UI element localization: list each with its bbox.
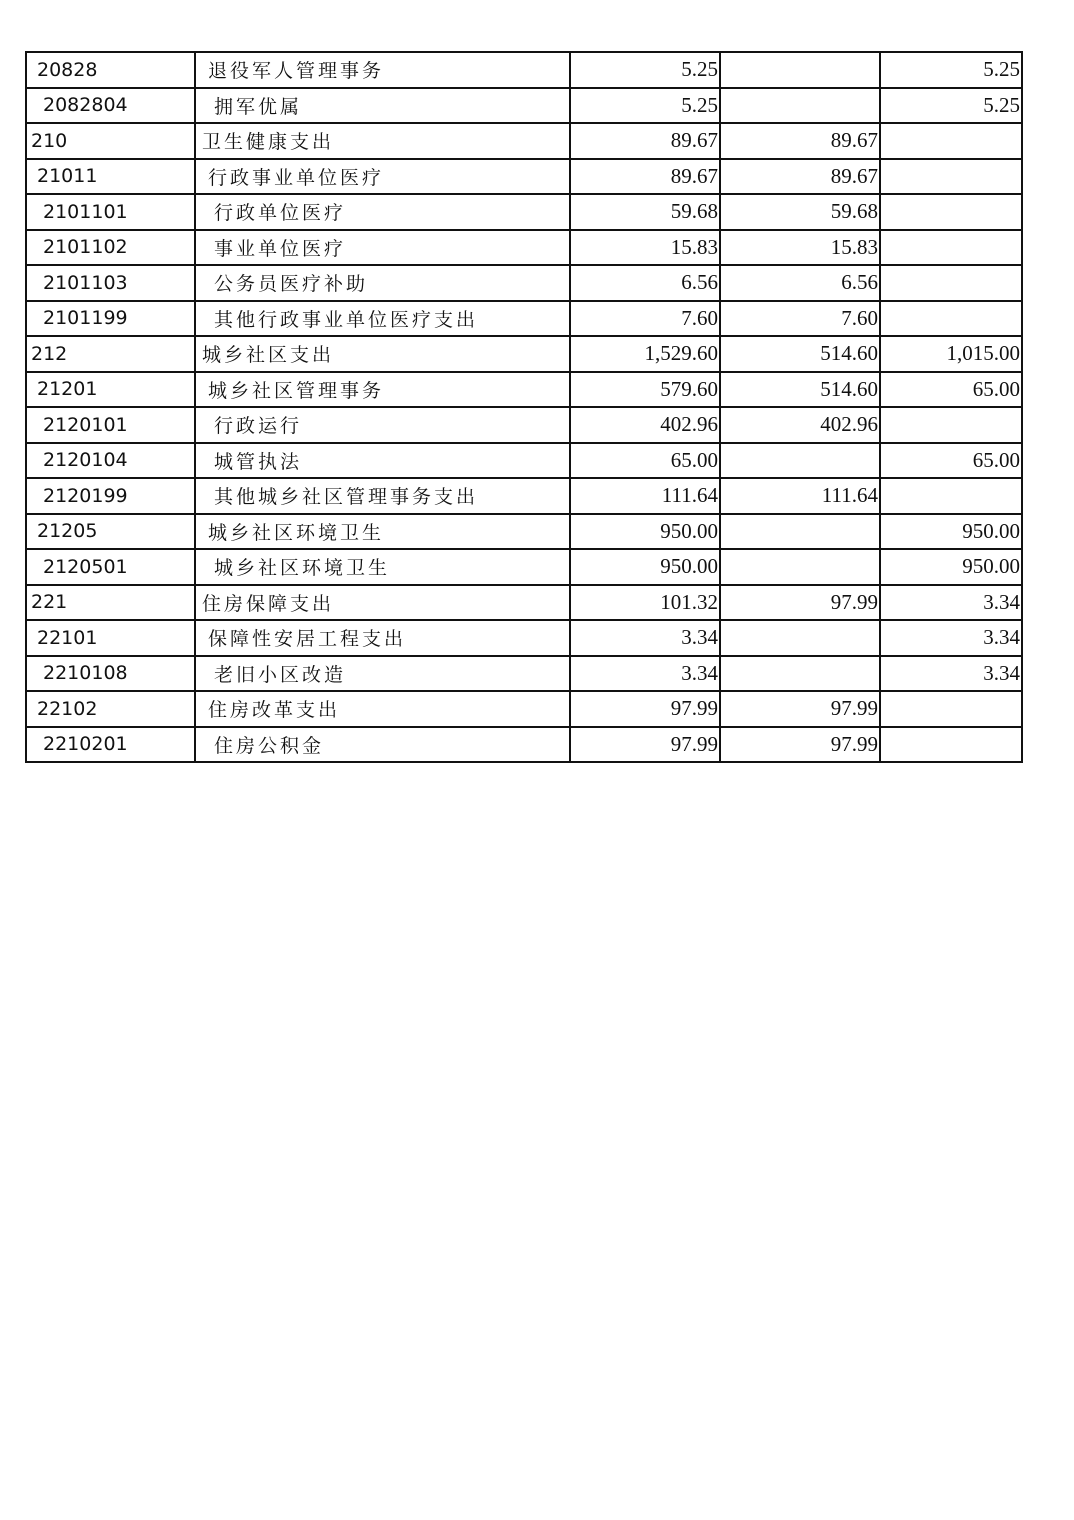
- subject-code-cell: 2210108: [26, 656, 195, 692]
- project-expenditure-cell: 3.34: [880, 585, 1022, 621]
- subject-name-cell: 城乡社区支出: [195, 336, 570, 372]
- basic-expenditure-cell: 402.96: [720, 407, 880, 443]
- total-amount-cell: 3.34: [570, 656, 720, 692]
- project-expenditure-cell: [880, 301, 1022, 337]
- project-expenditure-cell: [880, 159, 1022, 195]
- basic-expenditure-cell: 514.60: [720, 336, 880, 372]
- table-row: [26, 478, 1022, 514]
- subject-name-cell: 城管执法: [195, 443, 570, 479]
- subject-code-cell: 2120104: [26, 443, 195, 479]
- project-expenditure-cell: [880, 230, 1022, 266]
- basic-expenditure-cell: 15.83: [720, 230, 880, 266]
- table-row: [26, 159, 1022, 195]
- basic-expenditure-cell: [720, 620, 880, 656]
- subject-code-cell: 21011: [26, 159, 195, 195]
- project-expenditure-cell: 1,015.00: [880, 336, 1022, 372]
- basic-expenditure-cell: 7.60: [720, 301, 880, 337]
- subject-name-cell: 卫生健康支出: [195, 123, 570, 159]
- basic-expenditure-cell: [720, 443, 880, 479]
- total-amount-cell: 101.32: [570, 585, 720, 621]
- table-row: [26, 123, 1022, 159]
- subject-name-cell: 其他城乡社区管理事务支出: [195, 478, 570, 514]
- basic-expenditure-cell: 6.56: [720, 265, 880, 301]
- project-expenditure-cell: 5.25: [880, 52, 1022, 88]
- subject-name-cell: 行政运行: [195, 407, 570, 443]
- total-amount-cell: 97.99: [570, 727, 720, 763]
- subject-code-cell: 2120199: [26, 478, 195, 514]
- subject-code-cell: 22102: [26, 691, 195, 727]
- total-amount-cell: 15.83: [570, 230, 720, 266]
- subject-name-cell: 城乡社区管理事务: [195, 372, 570, 408]
- project-expenditure-cell: [880, 478, 1022, 514]
- table-row: [26, 372, 1022, 408]
- subject-code-cell: 212: [26, 336, 195, 372]
- project-expenditure-cell: [880, 123, 1022, 159]
- total-amount-cell: 579.60: [570, 372, 720, 408]
- project-expenditure-cell: 950.00: [880, 549, 1022, 585]
- project-expenditure-cell: 3.34: [880, 656, 1022, 692]
- project-expenditure-cell: [880, 194, 1022, 230]
- subject-name-cell: 保障性安居工程支出: [195, 620, 570, 656]
- subject-code-cell: 221: [26, 585, 195, 621]
- total-amount-cell: 1,529.60: [570, 336, 720, 372]
- subject-code-cell: 21205: [26, 514, 195, 550]
- project-expenditure-cell: 5.25: [880, 88, 1022, 124]
- table-row: [26, 656, 1022, 692]
- table-row: [26, 691, 1022, 727]
- table-body: [26, 52, 1022, 762]
- total-amount-cell: 97.99: [570, 691, 720, 727]
- total-amount-cell: 5.25: [570, 52, 720, 88]
- subject-name-cell: 城乡社区环境卫生: [195, 514, 570, 550]
- total-amount-cell: 7.60: [570, 301, 720, 337]
- subject-code-cell: 21201: [26, 372, 195, 408]
- total-amount-cell: 950.00: [570, 514, 720, 550]
- subject-name-cell: 拥军优属: [195, 88, 570, 124]
- project-expenditure-cell: 65.00: [880, 372, 1022, 408]
- project-expenditure-cell: [880, 727, 1022, 763]
- subject-name-cell: 住房改革支出: [195, 691, 570, 727]
- table-row: [26, 585, 1022, 621]
- total-amount-cell: 111.64: [570, 478, 720, 514]
- total-amount-cell: 65.00: [570, 443, 720, 479]
- project-expenditure-cell: 950.00: [880, 514, 1022, 550]
- subject-code-cell: 2120501: [26, 549, 195, 585]
- table-row: [26, 514, 1022, 550]
- total-amount-cell: 6.56: [570, 265, 720, 301]
- basic-expenditure-cell: 89.67: [720, 159, 880, 195]
- basic-expenditure-cell: 97.99: [720, 691, 880, 727]
- subject-name-cell: 行政事业单位医疗: [195, 159, 570, 195]
- table-row: [26, 301, 1022, 337]
- basic-expenditure-cell: 514.60: [720, 372, 880, 408]
- project-expenditure-cell: [880, 407, 1022, 443]
- basic-expenditure-cell: 59.68: [720, 194, 880, 230]
- subject-code-cell: 2082804: [26, 88, 195, 124]
- project-expenditure-cell: [880, 691, 1022, 727]
- subject-code-cell: 2210201: [26, 727, 195, 763]
- basic-expenditure-cell: [720, 514, 880, 550]
- subject-name-cell: 住房保障支出: [195, 585, 570, 621]
- table-row: [26, 265, 1022, 301]
- project-expenditure-cell: 65.00: [880, 443, 1022, 479]
- subject-code-cell: 210: [26, 123, 195, 159]
- subject-name-cell: 事业单位医疗: [195, 230, 570, 266]
- subject-name-cell: 住房公积金: [195, 727, 570, 763]
- total-amount-cell: 402.96: [570, 407, 720, 443]
- basic-expenditure-cell: [720, 656, 880, 692]
- subject-code-cell: 2101102: [26, 230, 195, 266]
- total-amount-cell: 950.00: [570, 549, 720, 585]
- subject-code-cell: 2101103: [26, 265, 195, 301]
- subject-name-cell: 城乡社区环境卫生: [195, 549, 570, 585]
- project-expenditure-cell: [880, 265, 1022, 301]
- subject-name-cell: 老旧小区改造: [195, 656, 570, 692]
- budget-expenditure-table: [25, 51, 1023, 763]
- subject-code-cell: 2101199: [26, 301, 195, 337]
- subject-code-cell: 20828: [26, 52, 195, 88]
- subject-name-cell: 其他行政事业单位医疗支出: [195, 301, 570, 337]
- table-row: [26, 620, 1022, 656]
- total-amount-cell: 5.25: [570, 88, 720, 124]
- total-amount-cell: 3.34: [570, 620, 720, 656]
- subject-name-cell: 公务员医疗补助: [195, 265, 570, 301]
- total-amount-cell: 89.67: [570, 123, 720, 159]
- table-row: [26, 194, 1022, 230]
- subject-code-cell: 2101101: [26, 194, 195, 230]
- basic-expenditure-cell: 97.99: [720, 727, 880, 763]
- basic-expenditure-cell: [720, 52, 880, 88]
- table-row: [26, 727, 1022, 763]
- subject-name-cell: 退役军人管理事务: [195, 52, 570, 88]
- basic-expenditure-cell: 89.67: [720, 123, 880, 159]
- total-amount-cell: 89.67: [570, 159, 720, 195]
- table-row: [26, 88, 1022, 124]
- table-row: [26, 549, 1022, 585]
- table-row: [26, 336, 1022, 372]
- basic-expenditure-cell: 97.99: [720, 585, 880, 621]
- table-row: [26, 443, 1022, 479]
- total-amount-cell: 59.68: [570, 194, 720, 230]
- subject-code-cell: 22101: [26, 620, 195, 656]
- basic-expenditure-cell: [720, 88, 880, 124]
- basic-expenditure-cell: 111.64: [720, 478, 880, 514]
- table-row: [26, 52, 1022, 88]
- project-expenditure-cell: 3.34: [880, 620, 1022, 656]
- table-row: [26, 230, 1022, 266]
- basic-expenditure-cell: [720, 549, 880, 585]
- table-row: [26, 407, 1022, 443]
- subject-name-cell: 行政单位医疗: [195, 194, 570, 230]
- subject-code-cell: 2120101: [26, 407, 195, 443]
